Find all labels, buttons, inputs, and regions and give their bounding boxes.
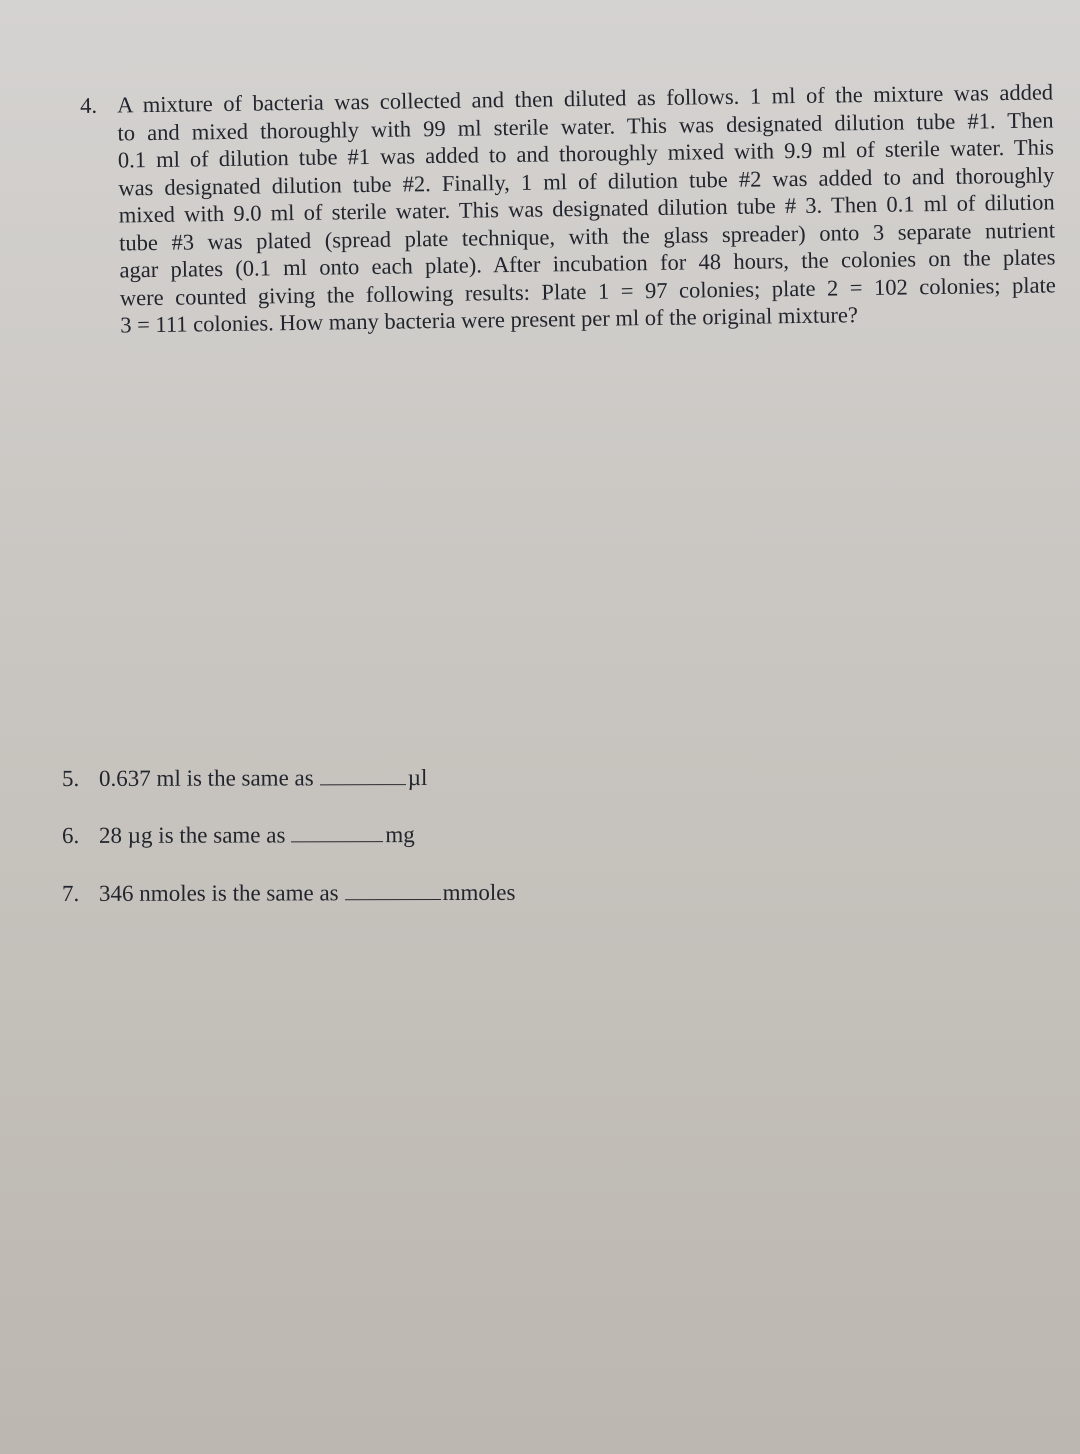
question-4-number: 4. — [80, 92, 98, 118]
question-6 — [62, 821, 415, 850]
question-4-line: agar plates (0.1 ml onto each plate). After incubation for 48 hours, the colonies on the plates — [119, 244, 1056, 283]
question-6-prompt: 28 µg is the same as — [99, 822, 286, 848]
question-6-number: 6. — [62, 822, 80, 848]
question-4-line: was designated dilution tube #2. Finally, 1 ml of dilution tube #2 was added to and thoroughly — [118, 161, 1055, 200]
question-7-unit: mmoles — [442, 879, 516, 906]
question-4 — [80, 78, 1056, 338]
question-5-number: 5. — [62, 765, 80, 791]
question-4-line: to and mixed thoroughly with 99 ml sterile water. This was designated dilution tube #1. Then — [117, 106, 1054, 145]
question-5-answer-blank[interactable] — [320, 766, 406, 785]
question-7-answer-blank[interactable] — [345, 881, 441, 900]
question-4-line: 0.1 ml of dilution tube #1 was added to and thoroughly mixed with 9.9 ml of sterile water. This — [117, 134, 1055, 173]
question-4-line: mixed with 9.0 ml of sterile water. This was designated dilution tube # 3. Then 0.1 ml of dilution — [118, 189, 1055, 228]
question-4-line: 3 = 111 colonies. How many bacteria were present per ml of the original mixture? — [120, 302, 859, 338]
question-5 — [62, 764, 427, 793]
question-5-unit: µl — [407, 765, 428, 791]
question-5-prompt: 0.637 ml is the same as — [99, 765, 314, 791]
question-4-line: tube #3 was plated (spread plate technique, with the glass spreader) onto 3 separate nutrient — [118, 216, 1056, 255]
question-6-unit: mg — [385, 822, 415, 848]
question-4-line: were counted giving the following results: Plate 1 = 97 colonies; plate 2 = 102 colonies; plate — [119, 271, 1056, 310]
question-7 — [62, 879, 515, 908]
question-4-line: A mixture of bacteria was collected and then diluted as follows. 1 ml of the mixture was added — [117, 79, 1054, 118]
question-7-prompt: 346 nmoles is the same as — [99, 880, 339, 906]
question-7-number: 7. — [62, 880, 80, 906]
question-6-answer-blank[interactable] — [291, 823, 383, 842]
question-4-text — [117, 78, 1056, 339]
